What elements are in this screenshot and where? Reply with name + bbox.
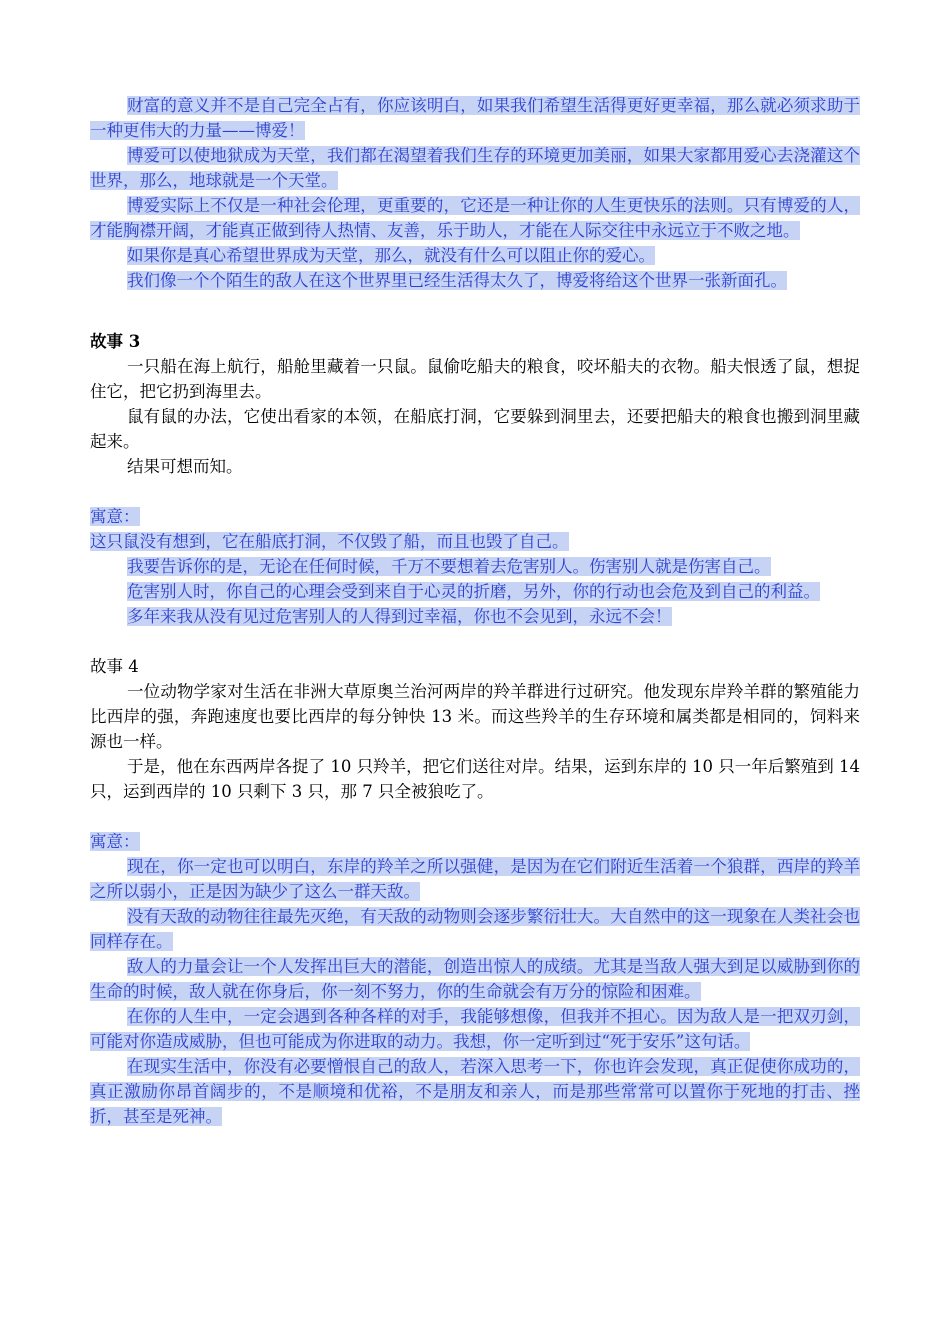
story4-moral-label: 寓意：	[90, 832, 140, 851]
story3-body	[90, 354, 860, 479]
story3-paragraph: 一只船在海上航行，船舱里藏着一只鼠。鼠偷吃船夫的粮食，咬坏船夫的衣物。船夫恨透了鼠，想捉住它，把它扔到海里去。	[90, 357, 860, 401]
document-body	[90, 93, 860, 1129]
moral1-paragraph: 如果你是真心希望世界成为天堂，那么，就没有什么可以阻止你的爱心。	[127, 246, 655, 265]
story3-moral-paragraph: 多年来我从没有见过危害别人的人得到过幸福，你也不会见到，永远不会！	[127, 607, 672, 626]
story3-paragraph: 结果可想而知。	[127, 457, 243, 476]
story3-moral-paragraph: 危害别人时，你自己的心理会受到来自于心灵的折磨，另外，你的行动也会危及到自己的利益。	[127, 582, 820, 601]
story3-moral-paragraph: 这只鼠没有想到，它在船底打洞，不仅毁了船，而且也毁了自己。	[90, 532, 569, 551]
story3-moral	[90, 504, 860, 629]
story3-moral-label: 寓意：	[90, 507, 140, 526]
story3-moral-paragraph: 我要告诉你的是，无论在任何时候，千万不要想着去危害别人。伤害别人就是伤害自己。	[127, 557, 771, 576]
story4-moral-paragraph: 没有天敌的动物往往最先灭绝，有天敌的动物则会逐步繁衍壮大。大自然中的这一现象在人类社会也同样存在。	[90, 907, 860, 951]
story4-moral-paragraph: 敌人的力量会让一个人发挥出巨大的潜能，创造出惊人的成绩。尤其是当敌人强大到足以威胁到你的生命的时候，敌人就在你身后，你一刻不努力，你的生命就会有万分的惊险和困难。	[90, 957, 860, 1001]
story3-paragraph: 鼠有鼠的办法，它使出看家的本领，在船底打洞，它要躲到洞里去，还要把船夫的粮食也搬到洞里藏起来。	[90, 407, 860, 451]
story4-paragraph: 于是，他在东西两岸各捉了 10 只羚羊，把它们送往对岸。结果，运到东岸的 10 只一年后繁殖到 14 只，运到西岸的 10 只剩下 3 只，那 7 只全被狼吃了。	[90, 757, 860, 801]
story3-title: 故事 3	[90, 332, 141, 351]
story4-moral	[90, 829, 860, 1129]
story4-paragraph: 一位动物学家对生活在非洲大草原奥兰治河两岸的羚羊群进行过研究。他发现东岸羚羊群的繁殖能力比西岸的强，奔跑速度也要比西岸的每分钟快 13 米。而这些羚羊的生存环境和属类都是相同的，饲料来源也一样。	[90, 682, 860, 751]
story4-moral-paragraph: 在现实生活中，你没有必要憎恨自己的敌人，若深入思考一下，你也许会发现，真正促使你成功的，真正激励你昂首阔步的，不是顺境和优裕，不是朋友和亲人，而是那些常常可以置你于死地的打击、挫折，甚至是死神。	[90, 1057, 860, 1126]
moral-section-1	[90, 93, 860, 293]
moral1-paragraph: 我们像一个个陌生的敌人在这个世界里已经生活得太久了，博爱将给这个世界一张新面孔。	[127, 271, 787, 290]
story4-moral-paragraph: 在你的人生中，一定会遇到各种各样的对手，我能够想像，但我并不担心。因为敌人是一把双刃剑，可能对你造成威胁，但也可能成为你进取的动力。我想，你一定听到过“死于安乐”这句话。	[90, 1007, 860, 1051]
story4-title: 故事 4	[90, 657, 139, 676]
moral1-paragraph: 博爱可以使地狱成为天堂，我们都在渴望着我们生存的环境更加美丽，如果大家都用爱心去浇灌这个世界，那么，地球就是一个天堂。	[90, 146, 860, 190]
story4-body	[90, 679, 860, 804]
moral1-paragraph: 财富的意义并不是自己完全占有，你应该明白，如果我们希望生活得更好更幸福，那么就必须求助于一种更伟大的力量——博爱！	[90, 96, 860, 140]
story4-moral-paragraph: 现在，你一定也可以明白，东岸的羚羊之所以强健，是因为在它们附近生活着一个狼群，西岸的羚羊之所以弱小，正是因为缺少了这么一群天敌。	[90, 857, 860, 901]
moral1-paragraph: 博爱实际上不仅是一种社会伦理，更重要的，它还是一种让你的人生更快乐的法则。只有博爱的人，才能胸襟开阔，才能真正做到待人热情、友善，乐于助人，才能在人际交往中永远立于不败之地。	[90, 196, 860, 240]
